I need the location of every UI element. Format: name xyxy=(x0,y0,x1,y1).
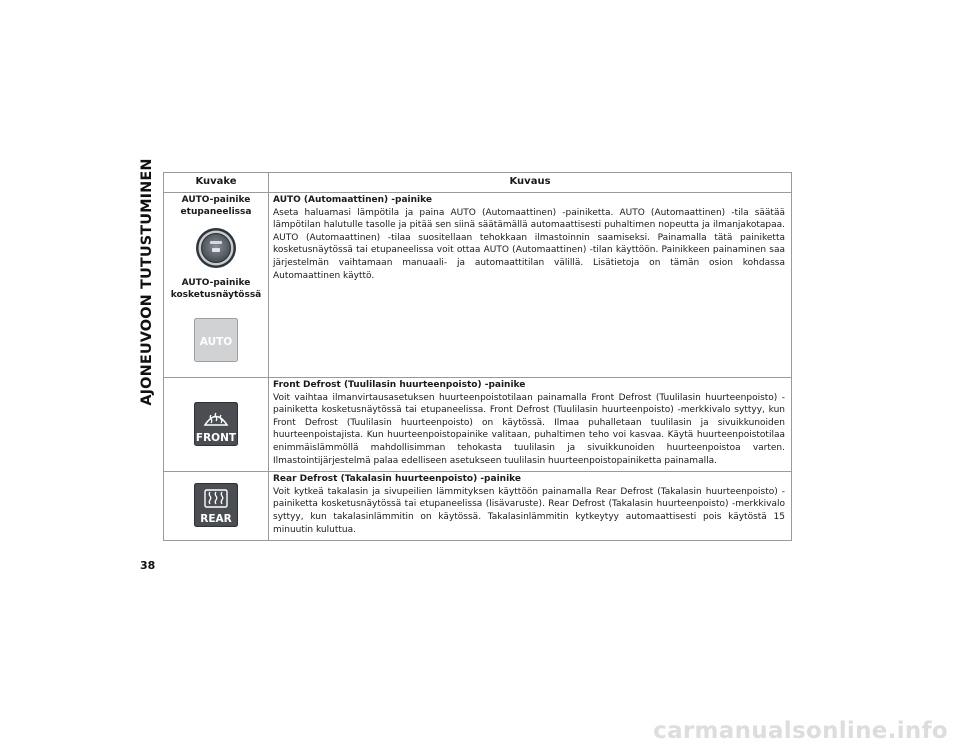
header-icon: Kuvake xyxy=(164,173,269,193)
table-row xyxy=(164,378,792,472)
section-side-title-text: AJONEUVOON TUTUSTUMINEN xyxy=(139,158,155,406)
table-header-row xyxy=(164,173,792,193)
desc-cell-front xyxy=(269,378,792,472)
front-defrost-heading: Front Defrost (Tuulilasin huurteenpoisto) -painike xyxy=(273,380,526,390)
front-button-text: FRONT xyxy=(195,432,237,444)
auto-knob-icon xyxy=(195,227,237,269)
table-row xyxy=(164,193,792,378)
icon-cell-rear xyxy=(164,472,269,541)
table-row xyxy=(164,472,792,541)
rear-defrost-icon xyxy=(194,483,238,527)
icon-cell-auto xyxy=(164,193,269,378)
auto-description: Aseta haluamasi lämpötila ja paina AUTO (Automaattinen) -painiketta. AUTO (Automaattinen) -tila säätää lämpötilan halutulle tasolle ja pitää sen siinä säätämällä automaattisesti puhaltimen nopeutta ja ilmanjakotapaa. AUTO (Automaattinen) -tilaa suositellaan tehokkaan ilmastoinnin saamiseksi. Painamalla tätä painiketta kosketusnäytössä tai etupaneelissa voit ottaa AUTO (Automaattinen) -tilan käyttöön. Painikkeen painaminen saa järjestelmän vaihtamaan manuaali- ja automaattitilan välillä. Lisätietoja on tämän osion kohdassa Automaattinen käyttö. xyxy=(273,207,785,281)
desc-cell-auto xyxy=(269,193,792,378)
auto-button-text: AUTO xyxy=(199,336,233,348)
icon-cell-front xyxy=(164,378,269,472)
section-side-title xyxy=(138,158,156,406)
auto-touchscreen-label: AUTO-painike kosketusnäytössä xyxy=(170,278,262,300)
page-number: 38 xyxy=(140,559,156,572)
rear-defrost-heading: Rear Defrost (Takalasin huurteenpoisto) -painike xyxy=(273,474,522,485)
auto-heading: AUTO (Automaattinen) -painike xyxy=(273,195,432,205)
watermark: carmanualsonline.info xyxy=(653,718,948,744)
front-defrost-description: Voit vaihtaa ilmanvirtausasetuksen huurteenpoistotilaan painamalla Front Defrost (Tuulilasin huurteenpoisto) -painiketta kosketusnäytössä tai etupaneelissa. Front Defrost (Tuulilasin huurteenpoisto) -merkkivalo syttyy, kun Front Defrost (Tuulilasin huurteenpoisto) on käytössä. Ilmaa puhalletaan tuulilasin ja sivuikkunoiden huurteenpoistajista. Kun huurteenpoistopainike valitaan, puhaltimen teho voi kasvaa. Käytä huurteenpoistotilaa enimmäislämmöllä mahdollisimman tehokasta tuulilasin ja sivuikkunoiden huurteenpoistoa varten. Ilmastointijärjestelmä palaa edelliseen asetukseen tuulilasin huurteenpoistopainiketta painamalla. xyxy=(273,392,785,466)
front-defrost-icon xyxy=(194,402,238,446)
header-description: Kuvaus xyxy=(269,173,792,193)
desc-cell-rear xyxy=(269,472,792,541)
auto-button-icon xyxy=(194,318,238,362)
controls-table xyxy=(163,172,792,541)
rear-defrost-description: Voit kytkeä takalasin ja sivupeilien lämmityksen käyttöön painamalla Rear Defrost (Takalasin huurteenpoisto) -painiketta kosketusnäytössä tai etupaneelissa (lisävaruste). Rear Defrost (Takalasin huurteenpoisto) -merkkivalo syttyy, kun takalasinlämmitin on käytössä. Takalasinlämmitin kytkeytyy automaattisesti pois käytöstä 15 minuutin kuluttua. xyxy=(273,486,785,535)
rear-button-text: REAR xyxy=(200,513,232,526)
auto-front-panel-label: AUTO-painike etupaneelissa xyxy=(180,195,252,217)
